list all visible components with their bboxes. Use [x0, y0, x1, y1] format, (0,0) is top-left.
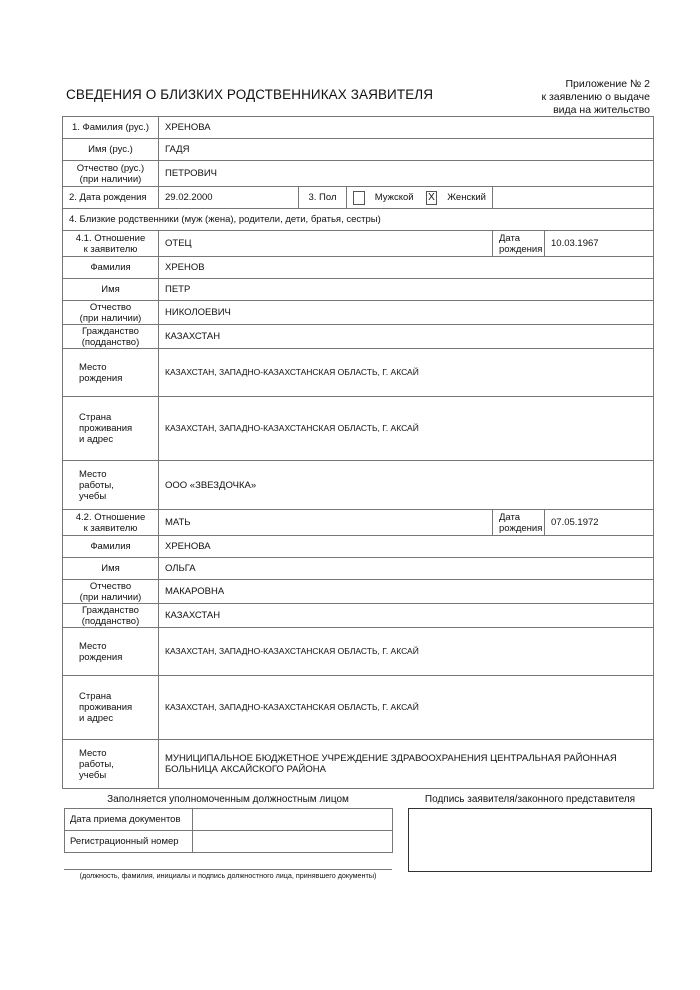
relative-1-name-field[interactable]: ПЕТР: [159, 279, 654, 301]
relative-2-relation-row: [63, 510, 654, 536]
label-line: Отчество: [89, 301, 132, 313]
applicant-name-field[interactable]: ГАДЯ: [159, 139, 654, 161]
relative-number: 4.1.: [75, 232, 92, 244]
sex-options: [347, 187, 493, 209]
sex-female-label: Женский: [447, 192, 486, 203]
empty-cell: [493, 187, 654, 209]
label: [493, 231, 545, 257]
relative-1-relation-field[interactable]: ОТЕЦ: [159, 231, 493, 257]
label-line: Гражданство: [82, 604, 139, 616]
sex-male-label: Мужской: [374, 192, 414, 203]
label: [63, 580, 159, 604]
applicant-name-row: [63, 139, 654, 161]
relative-1-patronymic-row: [63, 301, 654, 325]
official-signature-caption: (должность, фамилия, инициалы и подпись должностного лица, принявшего документы): [79, 871, 377, 880]
relative-2-patronymic-field[interactable]: МАКАРОВНА: [159, 580, 654, 604]
label: Имя: [63, 279, 159, 301]
label-line: и адрес: [79, 713, 114, 724]
relative-1-residence-field[interactable]: КАЗАХСТАН, ЗАПАДНО-КАЗАХСТАНСКАЯ ОБЛАСТЬ, Г. АКСАЙ: [159, 397, 654, 461]
registration-number-field[interactable]: [193, 831, 393, 853]
relative-2-citizenship-row: [63, 604, 654, 628]
label-line: Гражданство: [82, 325, 139, 337]
label-line: проживания: [79, 702, 133, 713]
applicant-surname-row: [63, 117, 654, 139]
label-line: (подданство): [81, 336, 140, 348]
label: [63, 676, 159, 740]
relative-1-patronymic-field[interactable]: НИКОЛОЕВИЧ: [159, 301, 654, 325]
label-line: Дата: [499, 511, 521, 523]
applicant-patronymic-row: [63, 161, 654, 187]
label-line: (при наличии): [79, 312, 142, 324]
annex-line: вида на жительство: [553, 104, 650, 116]
official-signature-line[interactable]: [64, 869, 392, 870]
relative-2-work-row: [63, 740, 654, 789]
relative-1-work-row: [63, 461, 654, 510]
label-line: рождения: [79, 372, 123, 384]
relative-2-citizenship-field[interactable]: КАЗАХСТАН: [159, 604, 654, 628]
label-line: рождения: [79, 651, 123, 663]
label: Имя (рус.): [63, 139, 159, 161]
label: 2. Дата рождения: [63, 187, 159, 209]
label-line: Место: [79, 361, 107, 373]
label-line: и адрес: [79, 434, 114, 445]
relatives-header-row: [63, 209, 654, 231]
relative-1-birthplace-row: [63, 349, 654, 397]
label-line: [65, 233, 156, 244]
label: [63, 604, 159, 628]
label: [63, 231, 159, 257]
label: [493, 510, 545, 536]
sex-male-checkbox[interactable]: [353, 191, 365, 205]
label: Фамилия: [63, 536, 159, 558]
applicant-patronymic-field[interactable]: ПЕТРОВИЧ: [159, 161, 654, 187]
label-line: Страна: [79, 412, 112, 423]
label-text: Отношение: [94, 232, 146, 244]
relative-1-surname-row: [63, 257, 654, 279]
acceptance-date-field[interactable]: [193, 809, 393, 831]
label-line: Место: [79, 468, 107, 480]
label-line: проживания: [79, 423, 133, 434]
relative-2-surname-field[interactable]: ХРЕНОВА: [159, 536, 654, 558]
annex-line: Приложение № 2: [565, 78, 650, 90]
label-line: Дата: [499, 232, 521, 244]
label: Дата приема документов: [65, 809, 193, 831]
relative-1-work-field[interactable]: ООО «ЗВЕЗДОЧКА»: [159, 461, 654, 510]
label: [63, 349, 159, 397]
relative-1-citizenship-row: [63, 325, 654, 349]
relative-number: 4.2.: [75, 511, 92, 523]
label-line: (подданство): [81, 615, 140, 627]
office-section-title: Заполняется уполномоченным должностным лицом: [107, 794, 349, 805]
relatives-header: 4. Близкие родственники (муж (жена), родители, дети, братья, сестры): [63, 209, 654, 231]
relative-2-patronymic-row: [63, 580, 654, 604]
relative-2-residence-row: [63, 676, 654, 740]
label-text: Отношение: [94, 511, 146, 523]
relative-1-surname-field[interactable]: ХРЕНОВ: [159, 257, 654, 279]
applicant-dob-sex-row: [63, 187, 654, 209]
label: Регистрационный номер: [65, 831, 193, 853]
applicant-dob-field[interactable]: 29.02.2000: [159, 187, 299, 209]
label: Имя: [63, 558, 159, 580]
label: [63, 397, 159, 461]
relative-2-work-field[interactable]: МУНИЦИПАЛЬНОЕ БЮДЖЕТНОЕ УЧРЕЖДЕНИЕ ЗДРАВООХРАНЕНИЯ ЦЕНТРАЛЬНАЯ РАЙОННАЯ БОЛЬНИЦА АКСАЙСКОГО РАЙОНА: [159, 740, 654, 789]
label-line: к заявителю: [83, 522, 138, 534]
label: [63, 510, 159, 536]
label: [63, 161, 159, 187]
relative-2-residence-field[interactable]: КАЗАХСТАН, ЗАПАДНО-КАЗАХСТАНСКАЯ ОБЛАСТЬ, Г. АКСАЙ: [159, 676, 654, 740]
relative-2-relation-field[interactable]: МАТЬ: [159, 510, 493, 536]
label-line: (при наличии): [79, 591, 142, 603]
label-line: (при наличии): [79, 173, 142, 185]
label-line: Отчество (рус.): [76, 162, 145, 174]
label-line: Отчество: [89, 580, 132, 592]
relative-2-name-row: [63, 558, 654, 580]
label-line: Место: [79, 640, 107, 652]
relative-1-dob-field[interactable]: 10.03.1967: [545, 231, 654, 257]
relative-2-surname-row: [63, 536, 654, 558]
label-line: к заявителю: [83, 243, 138, 255]
relative-1-relation-row: [63, 231, 654, 257]
sex-female-checkbox[interactable]: X: [426, 191, 438, 205]
label: [63, 740, 159, 789]
label: 1. Фамилия (рус.): [63, 117, 159, 139]
annex-line: к заявлению о выдаче: [541, 91, 650, 103]
label: Фамилия: [63, 257, 159, 279]
label: 3. Пол: [299, 187, 347, 209]
relative-1-name-row: [63, 279, 654, 301]
label: [63, 325, 159, 349]
relative-2-name-field[interactable]: ОЛЬГА: [159, 558, 654, 580]
label-line: работы,: [79, 758, 114, 770]
label: [63, 301, 159, 325]
relative-2-birthplace-row: [63, 628, 654, 676]
label-line: учебы: [79, 769, 107, 781]
label-line: рождения: [499, 522, 543, 534]
relative-2-dob-field[interactable]: 07.05.1972: [545, 510, 654, 536]
applicant-signature-box[interactable]: [408, 808, 652, 872]
office-table: [64, 808, 393, 853]
label-line: работы,: [79, 479, 114, 491]
relative-1-residence-row: [63, 397, 654, 461]
applicant-surname-field[interactable]: ХРЕНОВА: [159, 117, 654, 139]
label: [63, 461, 159, 510]
label: [63, 628, 159, 676]
annex-note: [541, 78, 650, 117]
relative-2-birthplace-field[interactable]: КАЗАХСТАН, ЗАПАДНО-КАЗАХСТАНСКАЯ ОБЛАСТЬ, Г. АКСАЙ: [159, 628, 654, 676]
label-line: рождения: [499, 243, 543, 255]
label-line: учебы: [79, 490, 107, 502]
page-title: СВЕДЕНИЯ О БЛИЗКИХ РОДСТВЕННИКАХ ЗАЯВИТЕЛЯ: [66, 87, 434, 102]
relative-1-birthplace-field[interactable]: КАЗАХСТАН, ЗАПАДНО-КАЗАХСТАНСКАЯ ОБЛАСТЬ, Г. АКСАЙ: [159, 349, 654, 397]
label-line: [65, 512, 156, 523]
relatives-form-table: [62, 116, 654, 789]
applicant-signature-title: Подпись заявителя/законного представителя: [424, 794, 636, 805]
label-line: Место: [79, 747, 107, 759]
relative-1-citizenship-field[interactable]: КАЗАХСТАН: [159, 325, 654, 349]
label-line: Страна: [79, 691, 112, 702]
